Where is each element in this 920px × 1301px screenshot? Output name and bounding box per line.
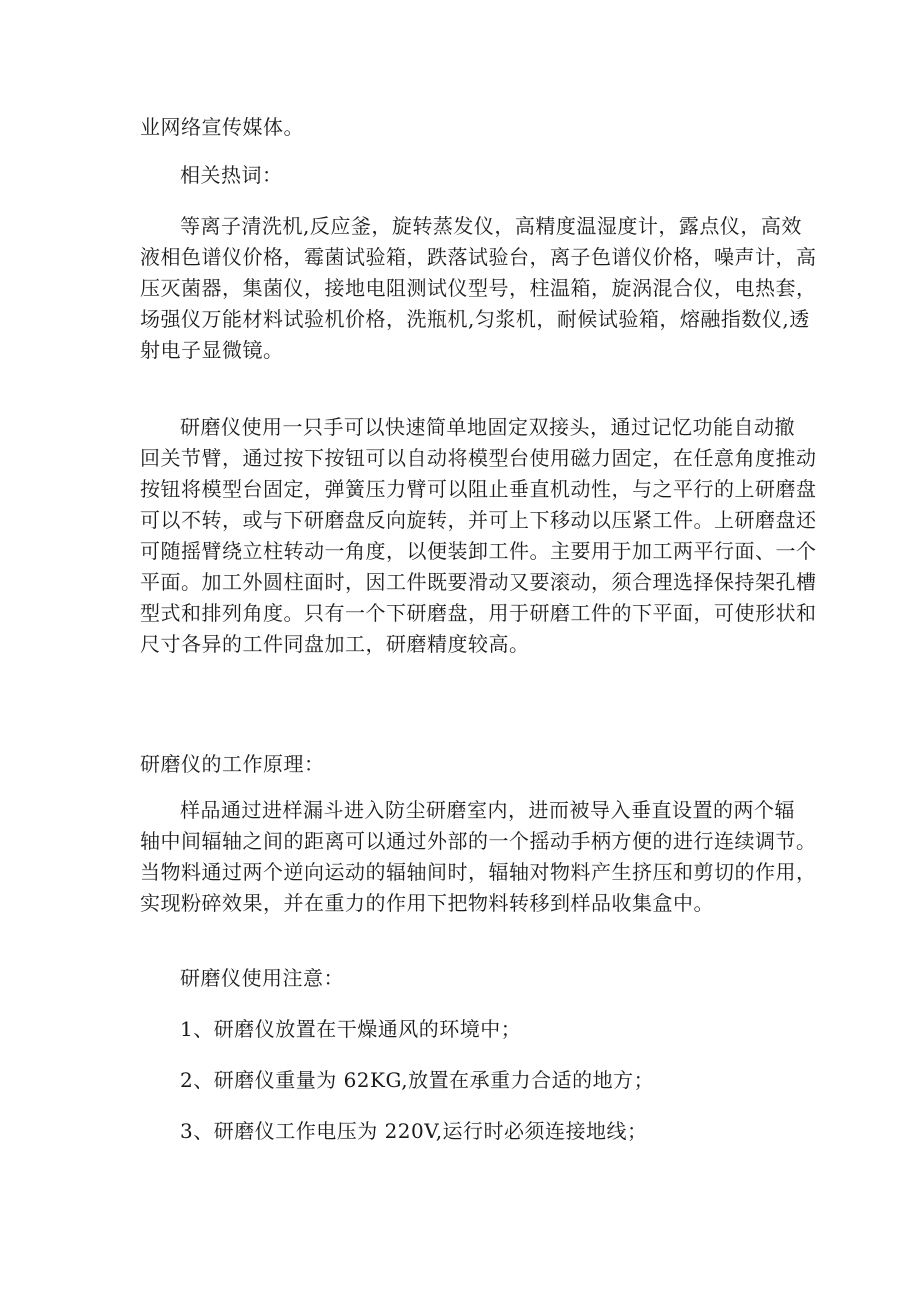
usage-paragraph — [140, 412, 817, 660]
paragraph-line: 场强仪万能材料试验机价格，洗瓶机,匀浆机，耐候试验箱，熔融指数仪,透 — [140, 307, 810, 331]
related-keywords-paragraph — [140, 211, 817, 366]
paragraph-line: 可随摇臂绕立柱转动一角度，以便装卸工件。主要用于加工两平行面、一个 — [140, 539, 817, 563]
notes-heading: 研磨仪使用注意： — [180, 966, 344, 990]
paragraph-line: 等离子清洗机,反应釜，旋转蒸发仪，高精度温湿度计，露点仪，高效 — [180, 214, 802, 238]
principle-paragraph — [140, 795, 817, 919]
paragraph-line: 压灭菌器，集菌仪，接地电阻测试仪型号，柱温箱，旋涡混合仪，电热套， — [140, 276, 817, 300]
paragraph-line: 型式和排列角度。只有一个下研磨盘，用于研磨工件的下平面，可使形状和 — [140, 601, 817, 625]
paragraph-line: 可以不转，或与下研磨盘反向旋转，并可上下移动以压紧工件。上研磨盘还 — [140, 508, 817, 532]
paragraph-line: 轴中间辐轴之间的距离可以通过外部的一个摇动手柄方便的进行连续调节。 — [140, 829, 817, 853]
paragraph-line: 回关节臂，通过按下按钮可以自动将模型台使用磁力固定，在任意角度推动 — [140, 446, 817, 470]
paragraph-line: 样品通过进样漏斗进入防尘研磨室内，进而被导入垂直设置的两个辐 — [180, 798, 795, 822]
note-item-1: 1、研磨仪放置在干燥通风的环境中； — [180, 1017, 522, 1041]
paragraph-line: 液相色谱仪价格，霉菌试验箱，跌落试验台，离子色谱仪价格，噪声计，高 — [140, 245, 817, 269]
paragraph-line: 平面。加工外圆柱面时，因工件既要滑动又要滚动，须合理选择保持架孔槽 — [140, 570, 817, 594]
principle-heading: 研磨仪的工作原理： — [140, 752, 325, 776]
related-heading: 相关热词： — [180, 163, 283, 187]
paragraph-line: 当物料通过两个逆向运动的辐轴间时，辐轴对物料产生挤压和剪切的作用， — [140, 860, 817, 884]
paragraph-line: 研磨仪使用一只手可以快速简单地固定双接头，通过记忆功能自动撤 — [180, 415, 795, 439]
paragraph-line: 按钮将模型台固定，弹簧压力臂可以阻止垂直机动性，与之平行的上研磨盘 — [140, 477, 817, 501]
paragraph-line: 实现粉碎效果，并在重力的作用下把物料转移到样品收集盒中。 — [140, 891, 714, 915]
paragraph-line: 射电子显微镜。 — [140, 338, 284, 362]
paragraph-line: 尺寸各异的工件同盘加工，研磨精度较高。 — [140, 632, 530, 656]
note-item-2: 2、研磨仪重量为 62KG,放置在承重力合适的地方； — [180, 1068, 655, 1092]
note-item-3: 3、研磨仪工作电压为 220V,运行时必须连接地线； — [180, 1119, 648, 1143]
intro-tail-text: 业网络宣传媒体。 — [140, 115, 304, 139]
